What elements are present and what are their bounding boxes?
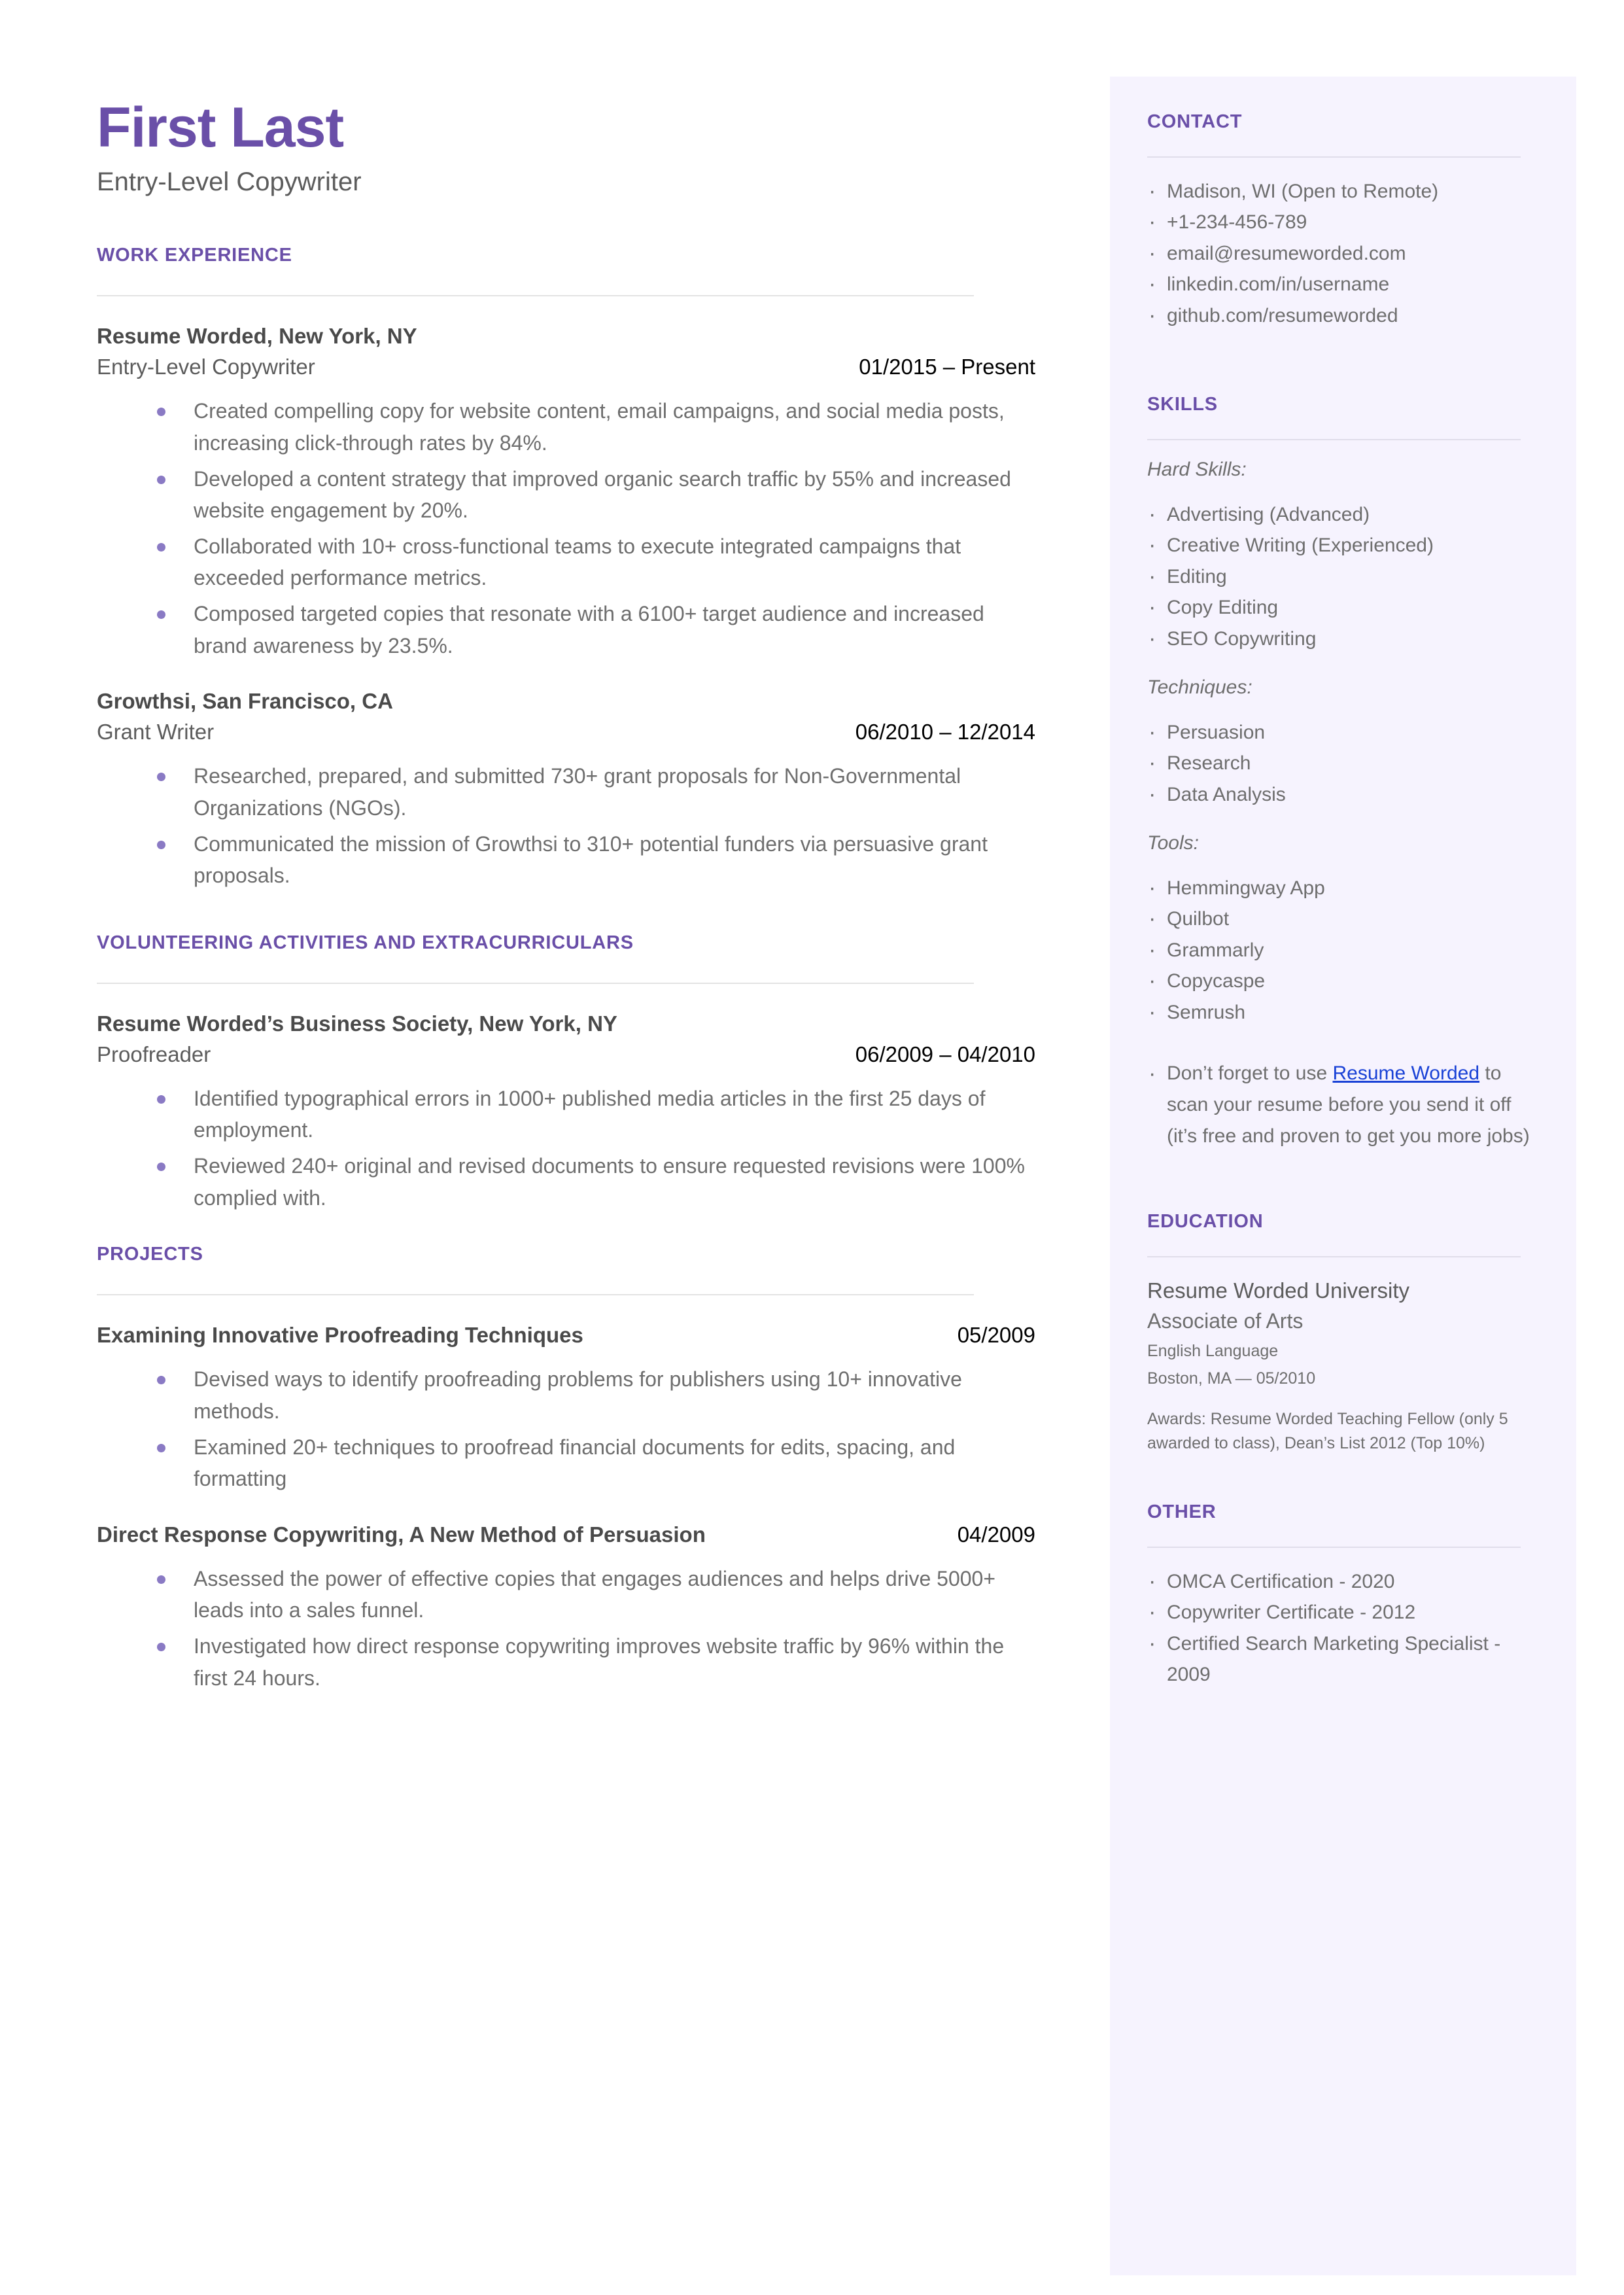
note-text-before: Don’t forget to use: [1167, 1062, 1333, 1085]
skill-item: · Research: [1147, 748, 1540, 779]
project-title: Direct Response Copywriting, A New Method of Persuasion: [97, 1522, 706, 1547]
skill-item: · Grammarly: [1147, 935, 1540, 966]
certification-item: · Certified Search Marketing Specialist - 2009: [1147, 1628, 1540, 1691]
project-entry: [97, 1323, 1035, 1495]
contact-location: · Madison, WI (Open to Remote): [1147, 176, 1540, 207]
skill-list-hard-skills: [1147, 499, 1540, 654]
education-location-date: Boston, MA — 05/2010: [1147, 1369, 1316, 1388]
skill-item: · Hemmingway App: [1147, 873, 1540, 903]
section-spacer: [97, 1218, 1035, 1244]
education-awards: Awards: Resume Worded Teaching Fellow (only 5 awarded to class), Dean’s List 2012 (Top 10%): [1147, 1410, 1508, 1453]
section-divider: [1147, 1256, 1521, 1257]
skill-item: · Copy Editing: [1147, 592, 1540, 623]
sidebar-spacer: [1147, 331, 1540, 394]
project-entry: [97, 1522, 1035, 1694]
education-degree: Associate of Arts: [1147, 1308, 1304, 1333]
note-text-after: to scan your resume before you send it off (it’s free and proven to get you more jobs): [1167, 1062, 1530, 1148]
bullet-item: Developed a content strategy that improved organic search traffic by 55% and increased website engagement by 20%.: [157, 463, 1035, 527]
page-title: First Last: [97, 96, 344, 159]
bullet-item: Examined 20+ techniques to proofread financial documents for edits, spacing, and formatting: [157, 1431, 1035, 1495]
section-work-experience: [97, 245, 1035, 892]
bullet-item: Investigated how direct response copywriting improves website traffic by 96% within the first 24 hours.: [157, 1630, 1035, 1694]
contact-email[interactable]: · email@resumeworded.com: [1147, 238, 1540, 269]
skill-item: · Editing: [1147, 561, 1540, 592]
bullet-item: Assessed the power of effective copies that engages audiences and helps drive 5000+ leads into a sales funnel.: [157, 1563, 1035, 1626]
volunteering-date-range: 06/2009 – 04/2010: [855, 1042, 1035, 1066]
section-divider: [1147, 1547, 1521, 1548]
skill-item: · Quilbot: [1147, 903, 1540, 934]
project-date: 05/2009: [957, 1323, 1035, 1348]
skill-item: · Copycaspe: [1147, 966, 1540, 996]
certification-item: · Copywriter Certificate - 2012: [1147, 1597, 1540, 1628]
section-heading-work-experience: WORK EXPERIENCE: [97, 245, 292, 266]
experience-meta-row: [97, 720, 1035, 745]
skill-item: · SEO Copywriting: [1147, 623, 1540, 654]
section-spacer: [97, 896, 1035, 932]
experience-date-range: 01/2015 – Present: [859, 355, 1035, 379]
experience-meta-row: [97, 355, 1035, 379]
skill-group-label-tools: Tools:: [1147, 832, 1199, 854]
sidebar-spacer: [1147, 1152, 1540, 1211]
contact-phone[interactable]: · +1-234-456-789: [1147, 207, 1540, 237]
experience-entry: [97, 689, 1035, 892]
skill-item: · Advertising (Advanced): [1147, 499, 1540, 530]
section-divider: [97, 1294, 974, 1295]
section-divider: [97, 983, 974, 984]
section-heading-projects: PROJECTS: [97, 1244, 203, 1265]
skill-item: · Semrush: [1147, 997, 1540, 1028]
headline-subtitle: Entry-Level Copywriter: [97, 167, 362, 197]
project-bullet-list: [97, 1563, 1035, 1694]
section-heading-contact: CONTACT: [1147, 111, 1243, 132]
project-bullet-list: [97, 1363, 1035, 1495]
volunteering-role: Proofreader: [97, 1042, 211, 1066]
skill-item: · Persuasion: [1147, 717, 1540, 748]
experience-organization: Resume Worded, New York, NY: [97, 324, 417, 349]
project-meta-row: [97, 1323, 1035, 1348]
bullet-item: Communicated the mission of Growthsi to 310+ potential funders via persuasive grant proposals.: [157, 828, 1035, 892]
section-projects: [97, 1244, 1035, 1694]
skill-item: · Data Analysis: [1147, 779, 1540, 810]
section-divider: [1147, 156, 1521, 158]
skill-list-techniques: [1147, 717, 1540, 810]
bullet-item: Reviewed 240+ original and revised documents to ensure requested revisions were 100% complied with.: [157, 1150, 1035, 1214]
sidebar-section-education: [1147, 1211, 1540, 1456]
skill-list-tools: [1147, 873, 1540, 1028]
main-column: [97, 98, 1035, 1698]
contact-linkedin[interactable]: · linkedin.com/in/username: [1147, 269, 1540, 300]
bullet-item: Researched, prepared, and submitted 730+ grant proposals for Non-Governmental Organizations (NGOs).: [157, 760, 1035, 824]
sidebar-section-contact: [1147, 111, 1540, 331]
sidebar-content: [1147, 111, 1540, 1691]
sidebar-section-skills: [1147, 394, 1540, 1152]
experience-role: Entry-Level Copywriter: [97, 355, 315, 379]
experience-entry: [97, 324, 1035, 661]
resume-worded-link[interactable]: Resume Worded: [1332, 1062, 1480, 1085]
education-school: Resume Worded University: [1147, 1278, 1410, 1303]
volunteering-organization: Resume Worded’s Business Society, New York, NY: [97, 1011, 617, 1036]
bullet-item: Collaborated with 10+ cross-functional teams to execute integrated campaigns that exceeded performance metrics.: [157, 531, 1035, 594]
section-heading-volunteering: VOLUNTEERING ACTIVITIES AND EXTRACURRICULARS: [97, 932, 634, 953]
sidebar-section-other: [1147, 1501, 1540, 1691]
contact-github[interactable]: · github.com/resumeworded: [1147, 300, 1540, 331]
resume-worded-promo-note: [1147, 1058, 1540, 1152]
volunteering-bullet-list: [97, 1083, 1035, 1214]
section-divider: [97, 295, 974, 296]
bullet-item: Composed targeted copies that resonate with a 6100+ target audience and increased brand awareness by 23.5%.: [157, 598, 1035, 661]
bullet-item: Created compelling copy for website content, email campaigns, and social media posts, increasing click-through rates by 84%.: [157, 395, 1035, 459]
experience-role: Grant Writer: [97, 720, 215, 745]
skill-item: · Creative Writing (Experienced): [1147, 530, 1540, 561]
other-list: [1147, 1566, 1540, 1691]
section-heading-education: EDUCATION: [1147, 1211, 1264, 1233]
project-title: Examining Innovative Proofreading Techniques: [97, 1323, 583, 1348]
experience-organization: Growthsi, San Francisco, CA: [97, 689, 393, 714]
volunteering-meta-row: [97, 1042, 1035, 1067]
section-heading-other: OTHER: [1147, 1501, 1217, 1523]
bullet-item: Devised ways to identify proofreading problems for publishers using 10+ innovative methods.: [157, 1363, 1035, 1427]
volunteering-entry: [97, 1011, 1035, 1214]
certification-item: · OMCA Certification - 2020: [1147, 1566, 1540, 1597]
experience-date-range: 06/2010 – 12/2014: [855, 720, 1035, 745]
section-heading-skills: SKILLS: [1147, 393, 1218, 415]
section-volunteering: [97, 932, 1035, 1214]
section-divider: [1147, 439, 1521, 440]
education-field: English Language: [1147, 1341, 1279, 1360]
project-meta-row: [97, 1522, 1035, 1547]
skill-group-label-techniques: Techniques:: [1147, 676, 1253, 698]
contact-list: [1147, 176, 1540, 331]
bullet-item: Identified typographical errors in 1000+ published media articles in the first 25 days of employment.: [157, 1083, 1035, 1146]
experience-bullet-list: [97, 395, 1035, 661]
sidebar-spacer: [1147, 1456, 1540, 1501]
skill-group-label-hard-skills: Hard Skills:: [1147, 458, 1247, 480]
project-date: 04/2009: [957, 1522, 1035, 1547]
experience-bullet-list: [97, 760, 1035, 892]
